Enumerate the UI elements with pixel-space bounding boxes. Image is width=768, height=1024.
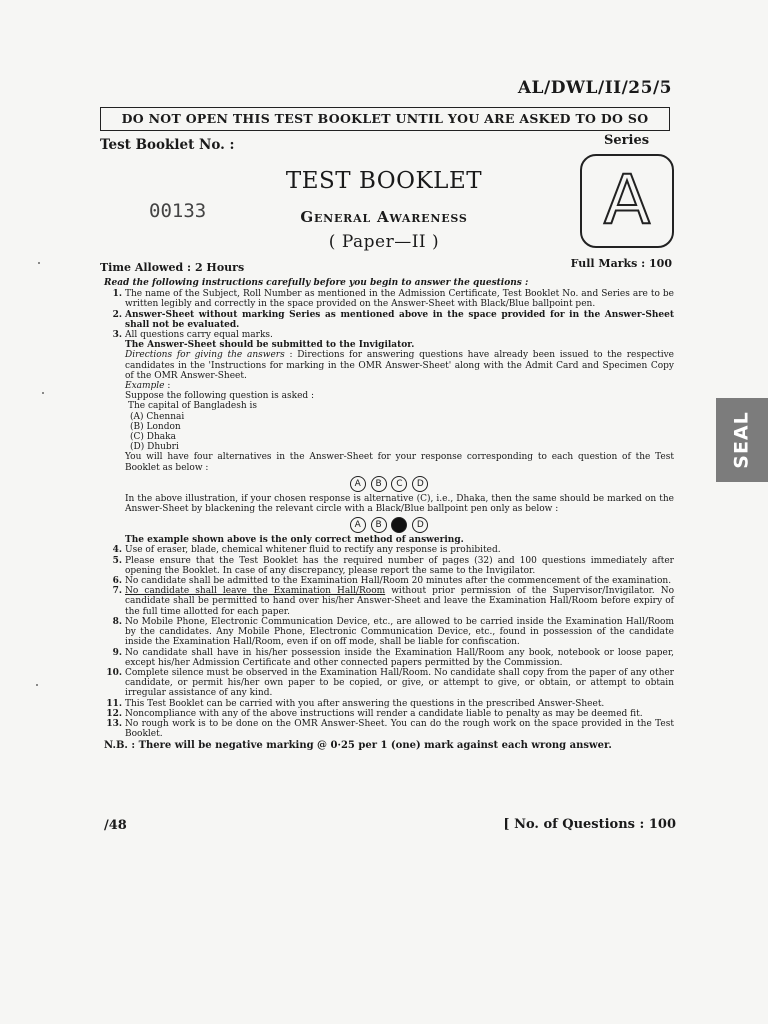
item-number: 9. [112,647,122,658]
item-text: No candidate shall be admitted to the Examination Hall/Room 20 minutes after the commencement of the examination. [125,576,672,587]
question-count: [ No. of Questions : 100 [503,817,676,832]
item-number: 10. [106,667,122,678]
item-text-rest: without prior permission of the Supervisor/Invigilator. No candidate shall be permitted to hand over his/her Answer-Sheet and leave the Examination Hall/Room before expiry of the full time allotted for each paper. [125,586,674,617]
series-letter: A [603,161,651,240]
example-intro: Suppose the following question is asked : [125,391,315,402]
option-b: (B) London [130,421,181,432]
item-number: 1. [112,289,122,300]
item-number: 7. [112,586,122,597]
item-number: 5. [112,555,122,566]
instruction-item [104,310,674,330]
instruction-item [104,719,674,739]
negative-marking-note: N.B. : There will be negative marking @ 0·25 per 1 (one) mark against each wrong answer. [104,740,612,752]
page-count: /48 [104,818,127,833]
item-number: 2. [112,309,122,320]
item-text: Use of eraser, blade, chemical whitener fluid to rectify any response is prohibited. [125,545,501,556]
directions-label: Directions for giving the answers [125,350,285,361]
item-text: No rough work is to be done on the OMR Answer-Sheet. You can do the rough work on the space provided in the Test Booklet. [125,718,674,740]
instruction-item [104,330,674,340]
item-number: 6. [112,576,122,587]
alternatives-text: You will have four alternatives in the Answer-Sheet for your response corresponding to each question of the Test Booklet as below : [125,452,674,473]
item-number: 3. [112,330,122,341]
instruction-item [104,617,674,648]
booklet-code: AL/DWL/II/25/5 [517,78,672,98]
instruction-item [104,586,674,617]
instruction-item [104,668,674,699]
instruction-item [104,699,674,709]
example-question: The capital of Bangladesh is [128,401,258,412]
circle-b: B [371,517,387,533]
item-text: This Test Booklet can be carried with you after answering the questions in the prescribed Answer-Sheet. [125,698,605,709]
circle-d: D [412,517,428,533]
subject-title: General Awareness [300,208,468,226]
circle-b: B [371,476,387,492]
item-text: Noncompliance with any of the above instructions will render a candidate liable to penalty as may be deemed fit. [125,708,643,719]
serial-number: 00133 [149,200,207,222]
full-marks: Full Marks : 100 [570,257,672,270]
item-text [125,586,674,617]
instruction-item [104,709,674,719]
seal-tab [716,398,768,482]
directions-text: : Directions for answering questions have already been issued to the respective candidates in the 'Instructions for marking in the OMR Answer-Sheet' along with the Admit Card and Specimen Copy of the OMR Answer-Sheet. [125,350,675,381]
circle-c: C [391,476,407,492]
answer-circles-marked [104,517,674,533]
item-text: Please ensure that the Test Booklet has the required number of pages (32) and 100 questions immediately after opening the Booklet. In case of any discrepancy, please report the same to the Invigilator. [125,555,674,576]
item-number: 8. [112,616,122,627]
instruction-item [104,289,674,309]
item-text: The name of the Subject, Roll Number as mentioned in the Admission Certificate, Test Booklet No. and Series are to be written legibly and correctly in the space provided on the Answer-Sheet with Black/Blue ballpoint pen. [125,289,674,310]
correct-method: The example shown above is the only correct method of answering. [125,535,464,546]
item-text: No Mobile Phone, Electronic Communication Device, etc., are allowed to be carried inside the Examination Hall/Room by the candidates. Any Mobile Phone, Electronic Communication Device, etc., found in possession of the candidate inside the Examination Hall/Room, even if on off mode, shall be liable for confiscation. [125,616,674,648]
paper-label: ( Paper—II ) [328,232,440,252]
instruction-item [104,576,674,586]
submit-note: The Answer-Sheet should be submitted to the Invigilator. [125,340,415,351]
directions [104,350,674,381]
answer-circles-blank [104,476,674,492]
instructions [104,278,674,752]
page-title: TEST BOOKLET [285,168,483,194]
item-number: 13. [106,718,122,729]
item-number: 4. [112,545,122,556]
item-text: Answer-Sheet without marking Series as mentioned above in the space provided for in the Answer-Sheet shall not be evaluated. [125,309,674,330]
item-number: 12. [106,708,122,719]
item-number: 11. [106,698,122,709]
item-text: Complete silence must be observed in the Examination Hall/Room. No candidate shall copy from the paper of any other candidate, or permit his/her own paper to be copied, or give, or attempt to give, or obtain, or attempt to obtain irregular assistance of any kind. [125,667,674,699]
circle-d: D [412,476,428,492]
example-word: Example [125,381,165,392]
seal-label: SEAL [731,411,754,469]
circle-a: A [350,476,366,492]
example-colon: : [164,381,171,392]
booklet-number-label: Test Booklet No. : [100,137,235,153]
instruction-item [104,648,674,668]
example-label [104,381,674,391]
instruction-item [104,545,674,555]
scan-speck [38,262,40,264]
scan-speck [36,684,38,686]
item-text: No candidate shall have in his/her possession inside the Examination Hall/Room any book, notebook or loose paper, except his/her Admission Certificate and other connected papers permitted by the Commission. [125,647,674,668]
scan-speck [42,392,44,394]
option-d: (D) Dhubri [130,442,179,453]
option-c: (C) Dhaka [130,432,176,443]
underlined-text: No candidate shall leave the Examination Hall/Room [125,586,386,597]
illustration-text: In the above illustration, if your chosen response is alternative (C), i.e., Dhaka, then the same should be marked on the Answer-Sheet by blackening the relevant circle with a Black/Blue ballpoint pen only as below : [125,493,674,515]
instruction-item [104,556,674,576]
time-allowed: Time Allowed : 2 Hours [100,261,245,274]
series-label: Series [604,133,650,148]
option-a: (A) Chennai [130,411,185,422]
circle-a: A [350,517,366,533]
warning-banner: DO NOT OPEN THIS TEST BOOKLET UNTIL YOU ARE ASKED TO DO SO [100,107,670,131]
item-text: All questions carry equal marks. [125,330,273,341]
circle-c-filled [391,517,407,533]
instructions-heading: Read the following instructions carefully before you begin to answer the questions : [104,278,529,288]
